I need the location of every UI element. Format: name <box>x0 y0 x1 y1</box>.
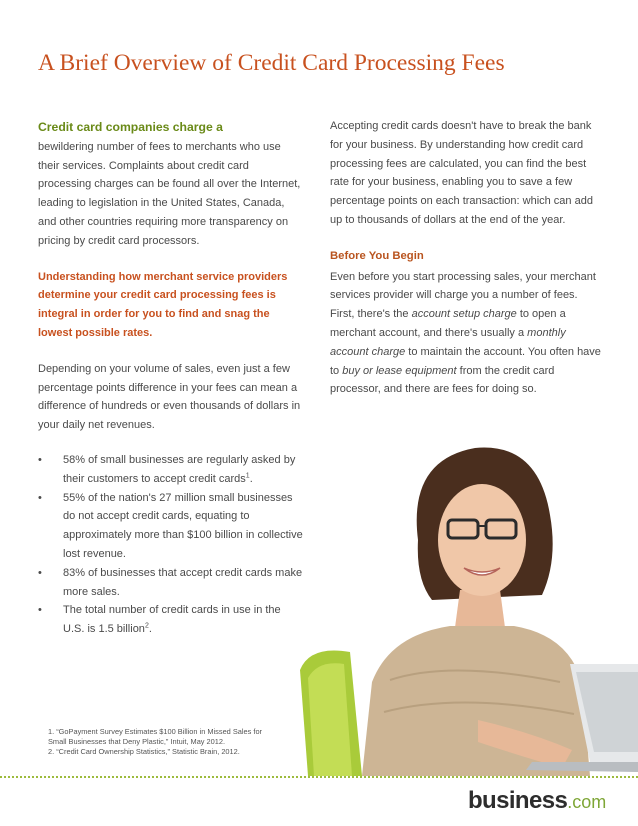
woman-with-laptop-photo <box>300 420 638 776</box>
footnote-2: 2. “Credit Card Ownership Statistics,” Statistic Brain, 2012. <box>48 747 240 757</box>
bullet-tail: . <box>148 623 152 636</box>
fees-text-1: Even before you start processing sales, your merchant services provider will charge you a number of fees. First, there's the <box>330 270 596 321</box>
document-title: A Brief Overview of Credit Card Processing Fees <box>38 50 505 76</box>
footnote-ref: 1 <box>245 472 250 480</box>
bullet-text: 58% of small businesses are regularly asked by their customers to accept credit cards <box>63 453 296 485</box>
bullet-marker: • <box>38 491 42 504</box>
stats-list <box>38 451 304 639</box>
callout-text: Understanding how merchant service providers determine your credit card processing fees is integral in order for you to find and snag the lowest possible rates. <box>38 270 288 339</box>
lead-text: Credit card companies charge a <box>38 120 223 134</box>
fee-term-setup: account setup charge <box>411 308 517 321</box>
logo-suffix: .com <box>567 792 607 812</box>
left-column <box>38 118 304 639</box>
fee-term-monthly: monthly account charge <box>330 326 566 358</box>
fees-text-2: to open a merchant account, and there's usually a <box>330 308 566 339</box>
bullet-text: The total number of credit cards in use in the U.S. is 1.5 billion <box>63 604 281 636</box>
footnote-1: 1. “GoPayment Survey Estimates $100 Billion in Missed Sales for Small Businesses that Deny Plastic,” Intuit, May 2012. <box>48 727 263 747</box>
right-intro-paragraph: Accepting credit cards doesn't have to break the bank for your business. By understanding how credit card processing fees are calculated, you can find the best rate for your business, enabling you to save a few percentage points on each transaction: which can add up to thousands of dollars at the end of the year. <box>330 120 593 226</box>
list-item <box>38 564 304 602</box>
fee-term-equipment: buy or lease equipment <box>342 364 457 377</box>
fees-paragraph <box>330 268 604 400</box>
bullet-marker: • <box>38 453 42 466</box>
intro-text: bewildering number of fees to merchants who use their services. Complaints about credit card processing charges can be found all over the Internet, leading to legislation in the United States, Canada, and other countries requiring more transparency on pricing by credit card processors. <box>38 140 301 247</box>
fees-text-3: to maintain the account. You often have to <box>330 345 601 377</box>
right-column <box>330 117 604 399</box>
list-item <box>38 451 304 489</box>
volume-paragraph: Depending on your volume of sales, even just a few percentage points difference in your fees can mean a difference of hundreds or even thousands of dollars in your daily net revenues. <box>38 362 301 432</box>
bullet-marker: • <box>38 566 42 579</box>
bullet-marker: • <box>38 604 42 617</box>
face-shape <box>438 484 526 596</box>
business-com-logo <box>468 787 606 815</box>
footnote-ref: 2 <box>144 622 149 630</box>
footer-divider <box>0 776 638 778</box>
section-heading: Before You Begin <box>330 249 424 262</box>
fees-text-4: from the credit card processor, and there are fees for doing so. <box>330 364 555 396</box>
list-item <box>38 601 304 639</box>
logo-name: business <box>468 787 568 814</box>
bullet-text: 83% of businesses that accept credit cards make more sales. <box>63 566 303 598</box>
intro-paragraph <box>38 118 304 251</box>
footnotes <box>48 727 280 758</box>
list-item <box>38 489 304 564</box>
bullet-text: 55% of the nation's 27 million small businesses do not accept credit cards, equating to approximately more than $100 billion in collective lost revenue. <box>63 491 303 560</box>
bullet-tail: . <box>249 472 253 485</box>
